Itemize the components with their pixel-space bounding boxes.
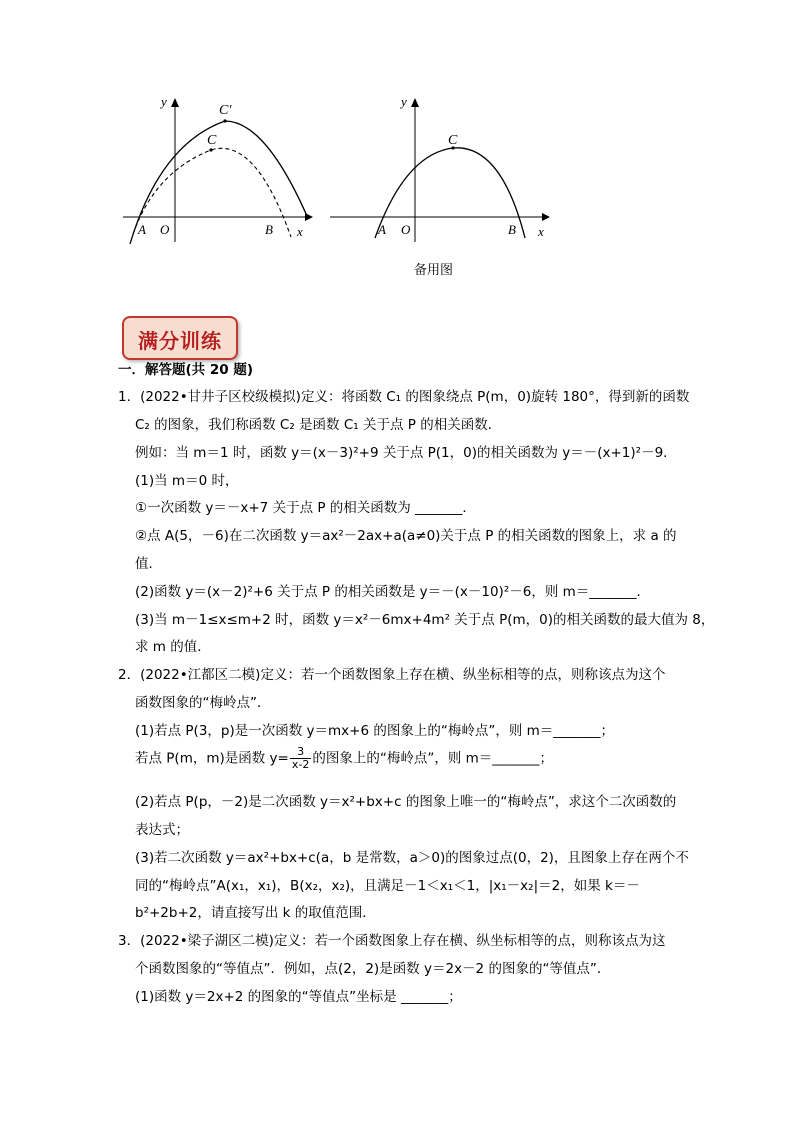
right-b-label: B	[508, 222, 516, 237]
q1-line-4: (1)当 m＝0 时，	[135, 473, 239, 489]
q1-line-8: (2)函数 y＝(x－2)²+6 关于点 P 的相关函数是 y＝－(x－10)²－6，则 m＝_______．	[135, 584, 651, 600]
section-heading: 一．解答题(共 20 题)	[118, 362, 254, 378]
q3-line-1: 3．(2022•梁子湖区二模)定义：若一个函数图象上存在横、纵坐标相等的点，则称该点为这	[118, 933, 666, 949]
q1-line-6: ②点 A(5，－6)在二次函数 y＝ax²－2ax+a(a≠0)关于点 P 的相关函数的图象上，求 a 的	[135, 528, 677, 544]
q1-line-9: (3)当 m－1≤x≤m+2 时，函数 y＝x²－6mx+4m² 关于点 P(m，0)的相关函数的最大值为 8，	[135, 612, 715, 628]
q1-line-1: 1．(2022•甘井子区校级模拟)定义：将函数 C₁ 的图象绕点 P(m，0)旋转 180°，得到新的函数	[118, 389, 690, 405]
q3-line-2: 个函数图象的“等值点”．例如，点(2，2)是函数 y＝2x－2 的图象的“等值点”．	[135, 961, 611, 977]
fraction-numerator: 3	[290, 746, 311, 759]
section-badge	[122, 316, 238, 360]
q2-line-7: (3)若二次函数 y＝ax²+bx+c(a，b 是常数，a＞0)的图象过点(0，2)，且图象上存在两个不	[135, 850, 689, 866]
right-o-label: O	[401, 222, 411, 237]
figure-left	[115, 92, 315, 252]
q2-line-3: (1)若点 P(3，p)是一次函数 y＝mx+6 的图象上的“梅岭点”，则 m＝_______；	[135, 723, 615, 739]
q1-line-2: C₂ 的图象，我们称函数 C₂ 是函数 C₁ 关于点 P 的相关函数．	[135, 417, 502, 433]
q2-line-6: 表达式；	[135, 822, 189, 838]
q2-line-4-end: 的图象上的“梅岭点”，则 m＝_______；	[312, 750, 554, 767]
curve-c-prime	[130, 121, 307, 244]
q2-line-8: 同的“梅岭点”A(x₁，x₁)，B(x₂，x₂)，且满足－1＜x₁＜1，|x₁－x₂|＝2，如果 k＝－	[135, 878, 640, 894]
fraction	[290, 746, 311, 771]
q2-line-2: 函数图象的“梅岭点”．	[135, 695, 271, 711]
left-c-prime-label: C′	[219, 103, 232, 118]
q2-line-4	[135, 746, 553, 776]
q2-line-5: (2)若点 P(p，－2)是二次函数 y＝x²+bx+c 的图象上唯一的“梅岭点”，求这个二次函数的	[135, 794, 677, 810]
left-y-label: y	[161, 94, 167, 109]
right-x-label: x	[538, 224, 544, 239]
right-y-arrow	[411, 98, 419, 107]
left-b-label: B	[265, 222, 273, 237]
q2-line-1: 2．(2022•江都区二模)定义：若一个函数图象上存在横、纵坐标相等的点，则称该点为这个	[118, 667, 666, 683]
right-x-arrow	[542, 213, 550, 221]
left-o-label: O	[160, 222, 170, 237]
q1-line-10: 求 m 的值．	[135, 639, 211, 655]
curve-right	[375, 148, 525, 238]
right-c-label: C	[448, 133, 458, 148]
left-c-label: C	[207, 133, 217, 148]
fraction-denominator: x-2	[291, 758, 310, 771]
q1-line-5: ①一次函数 y＝－x+7 关于点 P 的相关函数为 _______．	[135, 500, 476, 516]
q2-line-9: b²+2b+2，请直接写出 k 的取值范围．	[135, 905, 376, 921]
badge-label: 满分训练	[138, 329, 222, 353]
q1-line-7: 值．	[135, 556, 162, 572]
left-x-label: x	[297, 224, 303, 239]
figure-caption: 备用图	[414, 263, 454, 278]
q3-line-3: (1)函数 y＝2x+2 的图象的“等值点”坐标是 _______；	[135, 989, 462, 1005]
right-a-label: A	[378, 222, 386, 237]
q2-line-4-start: 若点 P(m，m)是函数 y=	[135, 750, 289, 767]
figure-right	[325, 92, 555, 252]
q1-line-3: 例如：当 m＝1 时，函数 y＝(x－3)²+9 关于点 P(1，0)的相关函数为 y＝－(x+1)²－9．	[135, 445, 677, 461]
right-y-label: y	[401, 94, 407, 109]
left-a-label: A	[138, 222, 146, 237]
left-y-arrow	[171, 98, 179, 107]
